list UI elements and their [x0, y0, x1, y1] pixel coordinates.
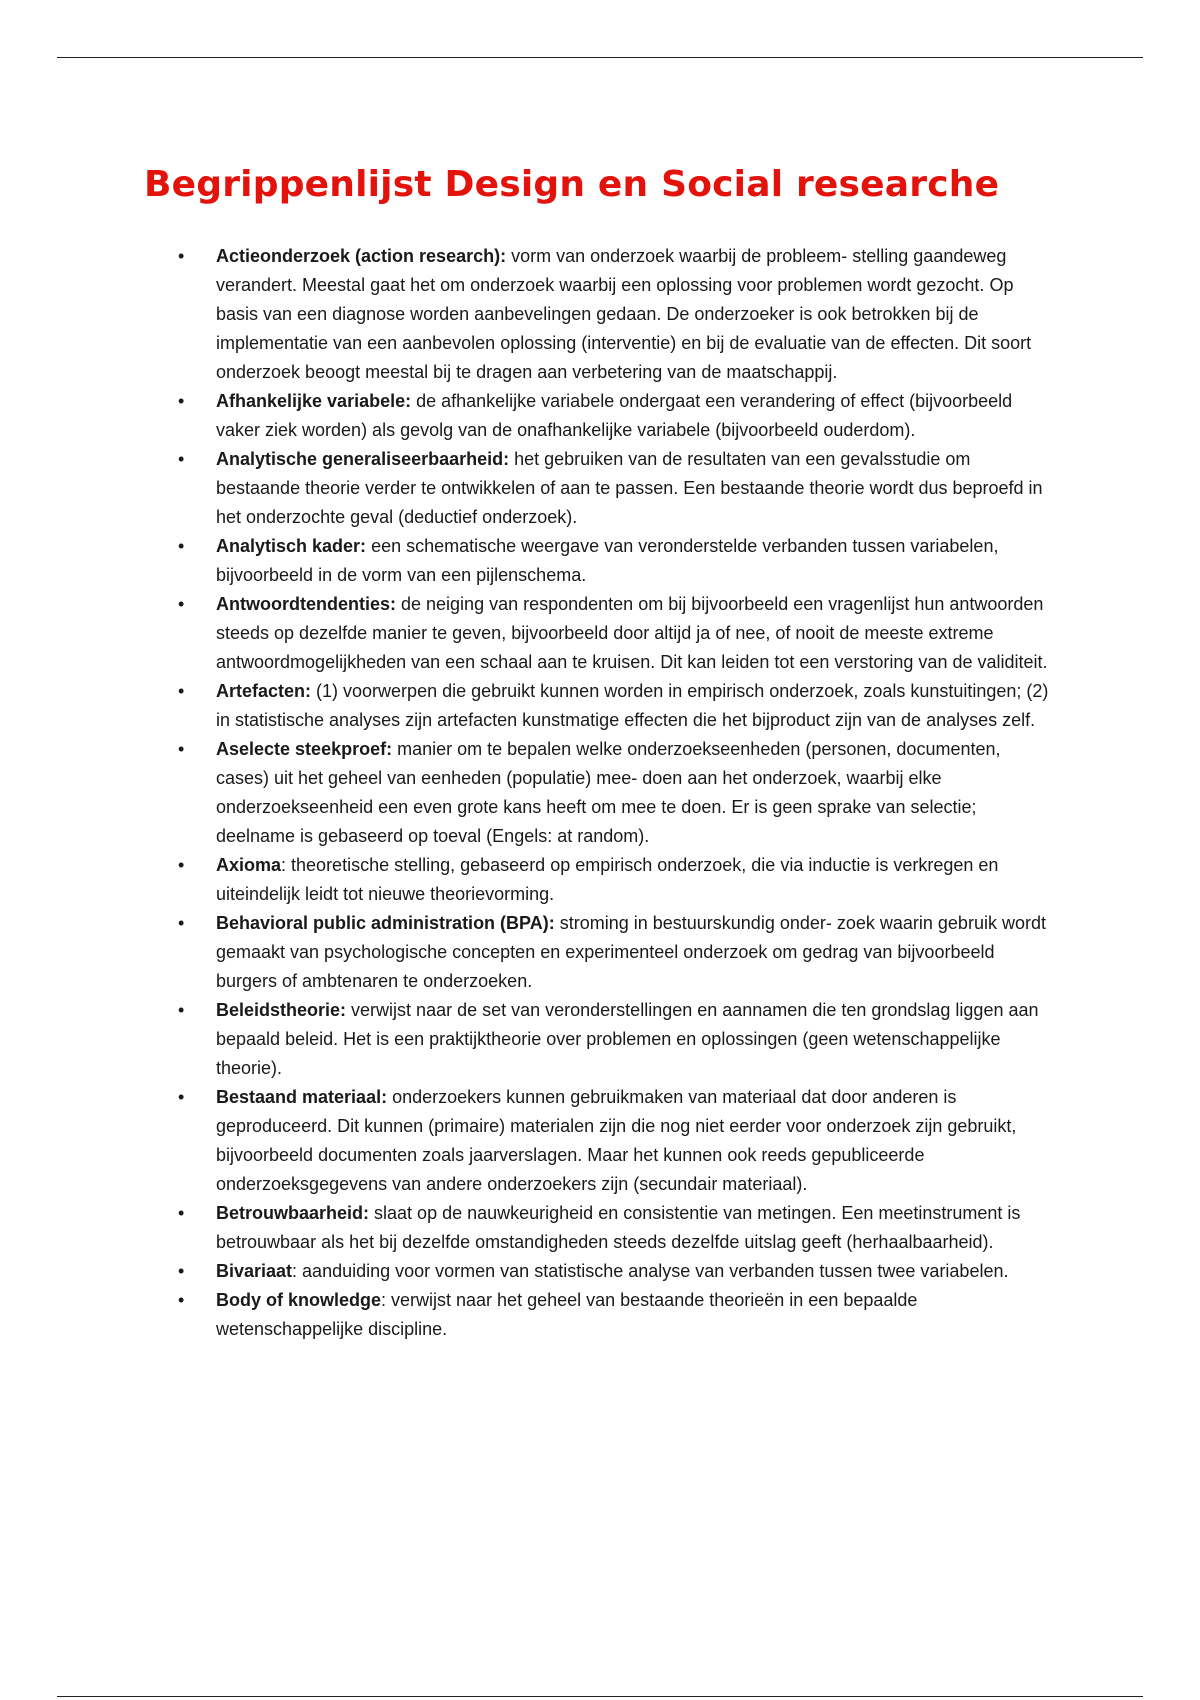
glossary-list — [178, 242, 1058, 1344]
glossary-definition: vorm van onderzoek waarbij de probleem- stelling gaandeweg verandert. Meestal gaat het om onderzoek waarbij een oplossing voor problemen wordt gezocht. Op basis van een diagnose worden aanbevelingen gedaan. De onderzoeker is ook betrokken bij de implementatie van een aanbevolen oplossing (interventie) en bij de evaluatie van de effecten. Dit soort onderzoek beoogt meestal bij te dragen aan verbetering van de maatschappij. — [216, 246, 1032, 382]
glossary-entry — [178, 1199, 1058, 1257]
glossary-definition: : aanduiding voor vormen van statistische analyse van verbanden tussen twee variabelen. — [292, 1261, 1009, 1281]
glossary-entry — [178, 532, 1058, 590]
bullet-icon: • — [178, 855, 185, 875]
bullet-icon: • — [178, 913, 185, 933]
glossary-term: Beleidstheorie: — [216, 1000, 347, 1020]
glossary-definition: slaat op de nauwkeurigheid en consistentie van metingen. Een meetinstrument is betrouwbaar als het bij dezelfde omstandigheden steeds dezelfde uitslag geeft (herhaalbaarheid). — [216, 1203, 1021, 1252]
glossary-entry — [178, 445, 1058, 532]
glossary-definition: de neiging van respondenten om bij bijvoorbeeld een vragenlijst hun antwoorden steeds op dezelfde manier te geven, bijvoorbeeld door altijd ja of nee, of nooit de meeste extreme antwoordmogelijkheden van een schaal aan te kruisen. Dit kan leiden tot een verstoring van de validiteit. — [216, 594, 1048, 672]
glossary-definition: stroming in bestuurskundig onder- zoek waarin gebruik wordt gemaakt van psychologische concepten en experimenteel onderzoek om gedrag van bijvoorbeeld burgers of ambtenaren te onderzoeken. — [216, 913, 1046, 991]
glossary-term: Afhankelijke variabele: — [216, 391, 412, 411]
bullet-icon: • — [178, 1000, 185, 1020]
glossary-entry — [178, 590, 1058, 677]
glossary-term: Aselecte steekproef: — [216, 739, 393, 759]
bullet-icon: • — [178, 681, 185, 701]
glossary-entry — [178, 387, 1058, 445]
glossary-term: Behavioral public administration (BPA): — [216, 913, 555, 933]
glossary-term: Actieonderzoek (action research): — [216, 246, 507, 266]
bullet-icon: • — [178, 594, 185, 614]
bullet-icon: • — [178, 391, 185, 411]
glossary-entry — [178, 1257, 1058, 1286]
glossary-entry — [178, 735, 1058, 851]
bullet-icon: • — [178, 1261, 185, 1281]
bullet-icon: • — [178, 1290, 185, 1310]
glossary-entry — [178, 242, 1058, 387]
glossary-definition: het gebruiken van de resultaten van een gevalsstudie om bestaande theorie verder te ontwikkelen of aan te passen. Een bestaande theorie wordt dus beproefd in het onderzochte geval (deductief onderzoek). — [216, 449, 1043, 527]
glossary-entry — [178, 1083, 1058, 1199]
glossary-term: Body of knowledge — [216, 1290, 382, 1310]
glossary-entry — [178, 677, 1058, 735]
glossary-definition: onderzoekers kunnen gebruikmaken van materiaal dat door anderen is geproduceerd. Dit kunnen (primaire) materialen zijn die nog niet eerder voor onderzoek zijn gebruikt, bijvoorbeeld documenten zoals jaarverslagen. Maar het kunnen ook reeds gepubliceerde onderzoeksgegevens van andere onderzoekers zijn (secundair materiaal). — [216, 1087, 1017, 1194]
top-divider — [57, 57, 1143, 58]
glossary-definition: manier om te bepalen welke onderzoekseenheden (personen, documenten, cases) uit het geheel van eenheden (populatie) mee- doen aan het onderzoek, waarbij elke onderzoekseenheid een even grote kans heeft om mee te doen. Er is geen sprake van selectie; deelname is gebaseerd op toeval (Engels: at random). — [216, 739, 1001, 846]
glossary-definition: (1) voorwerpen die gebruikt kunnen worden in empirisch onderzoek, zoals kunstuitingen; (2) in statistische analyses zijn artefacten kunstmatige effecten die het bijproduct zijn van de analyses zelf. — [216, 681, 1049, 730]
glossary-entry — [178, 851, 1058, 909]
glossary-term: Betrouwbaarheid: — [216, 1203, 370, 1223]
glossary-definition: : verwijst naar het geheel van bestaande theorieën in een bepaalde wetenschappelijke discipline. — [216, 1290, 918, 1339]
bullet-icon: • — [178, 536, 185, 556]
glossary-term: Axioma — [216, 855, 282, 875]
glossary-term: Artefacten: — [216, 681, 312, 701]
glossary-entry — [178, 996, 1058, 1083]
glossary-term: Antwoordtendenties: — [216, 594, 396, 614]
glossary-definition: verwijst naar de set van veronderstellingen en aannamen die ten grondslag liggen aan bepaald beleid. Het is een praktijktheorie over problemen en oplossingen (geen wetenschappelijke theorie). — [216, 1000, 1039, 1078]
glossary-term: Bivariaat — [216, 1261, 293, 1281]
glossary-definition: : theoretische stelling, gebaseerd op empirisch onderzoek, die via inductie is verkregen en uiteindelijk leidt tot nieuwe theorievorming. — [216, 855, 999, 904]
glossary-definition: een schematische weergave van veronderstelde verbanden tussen variabelen, bijvoorbeeld in de vorm van een pijlenschema. — [216, 536, 999, 585]
glossary-entry — [178, 1286, 1058, 1344]
glossary-entry — [178, 909, 1058, 996]
glossary-term: Bestaand materiaal: — [216, 1087, 388, 1107]
bullet-icon: • — [178, 739, 185, 759]
bottom-divider — [57, 1696, 1143, 1697]
bullet-icon: • — [178, 246, 185, 266]
document-title: Begrippenlijst Design en Social researche — [144, 164, 1000, 205]
bullet-icon: • — [178, 449, 185, 469]
glossary-term: Analytisch kader: — [216, 536, 367, 556]
bullet-icon: • — [178, 1203, 185, 1223]
bullet-icon: • — [178, 1087, 185, 1107]
glossary-term: Analytische generaliseerbaarheid: — [216, 449, 510, 469]
glossary-definition: de afhankelijke variabele ondergaat een verandering of effect (bijvoorbeeld vaker ziek worden) als gevolg van de onafhankelijke variabele (bijvoorbeeld ouderdom). — [216, 391, 1013, 440]
